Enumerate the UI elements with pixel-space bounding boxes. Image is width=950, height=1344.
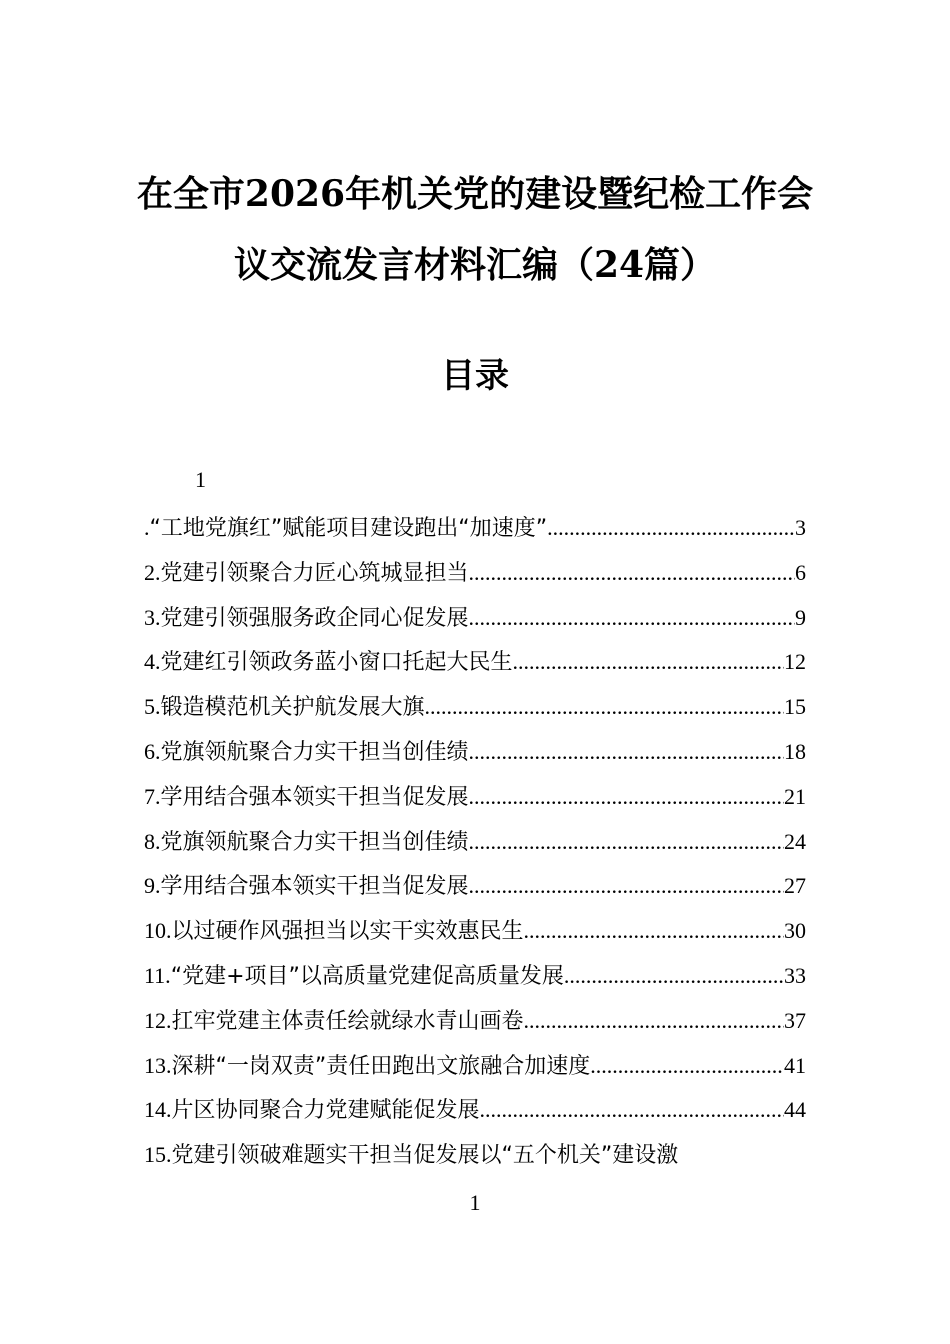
toc-entry-text: 党旗领航聚合力实干担当创佳绩: [160, 739, 469, 765]
toc-entry-leader: [480, 1097, 784, 1123]
toc-entry-leader: [524, 1008, 784, 1034]
toc-entry[interactable]: [144, 645, 806, 690]
toc-entry-text: 党旗领航聚合力实干担当创佳绩: [160, 829, 469, 855]
toc-entry-title: [144, 1004, 524, 1035]
toc-entry-number: 15.: [144, 1142, 172, 1168]
toc-entry-number: 14.: [144, 1097, 172, 1123]
toc-entry-page: 33: [784, 962, 806, 988]
toc-entry-leader: [469, 784, 784, 810]
toc-entry-title: [144, 1138, 678, 1169]
toc-entry-title: [144, 601, 469, 632]
toc-entry-page: 12: [784, 649, 806, 675]
toc-entry[interactable]: [144, 556, 806, 601]
toc-entry-text: 党建引领破难题实干担当促发展以“五个机关”建设激: [171, 1143, 679, 1169]
toc-entry-title: [144, 825, 469, 856]
toc-entry-title: [144, 511, 547, 542]
toc-entry-leader: [547, 515, 795, 541]
toc-entry[interactable]: [144, 914, 806, 959]
toc-entry-number: 10.: [144, 918, 172, 944]
toc-entry-page: 3: [795, 515, 806, 540]
toc-entry[interactable]: [144, 735, 806, 780]
toc-entry[interactable]: [144, 825, 806, 870]
toc-entry[interactable]: [144, 780, 806, 825]
toc-entry-page: 44: [784, 1097, 806, 1123]
toc-entry-leader: [524, 918, 784, 944]
toc-entry-leader: [469, 739, 784, 765]
toc-entry[interactable]: [144, 690, 806, 735]
toc-entry[interactable]: [144, 1049, 806, 1094]
toc-entry[interactable]: [144, 511, 806, 556]
toc-entry-leader: [425, 694, 784, 720]
toc-entry-page: 24: [784, 828, 806, 854]
toc-entry-text: “党建+项目”以高质量党建促高质量发展: [170, 963, 564, 989]
toc-entry[interactable]: [144, 959, 806, 1004]
toc-entry-leader: [469, 873, 784, 899]
toc-entry-number: 9.: [144, 873, 161, 899]
toc-entry[interactable]: [144, 1138, 806, 1183]
table-of-contents: [144, 511, 806, 1183]
toc-entry-page: 30: [784, 918, 806, 944]
toc-entry-text: 学用结合强本领实干担当促发展: [160, 784, 469, 810]
toc-first-item-number: 1: [195, 467, 206, 492]
page-number: 1: [469, 1190, 481, 1215]
toc-entry-page: 9: [795, 604, 806, 630]
toc-entry-number: .: [144, 515, 150, 540]
toc-entry-text: 锻造模范机关护航发展大旗: [160, 695, 425, 721]
toc-entry-number: 11.: [144, 962, 171, 988]
toc-entry-text: 党建引领强服务政企同心促发展: [160, 605, 469, 631]
toc-entry-text: 党建引领聚合力匠心筑城显担当: [160, 560, 469, 586]
toc-entry-page: 15: [784, 694, 806, 720]
toc-entry[interactable]: [144, 1004, 806, 1049]
toc-entry-title: [144, 1049, 590, 1080]
toc-entry-number: 8.: [144, 828, 161, 854]
toc-entry-page: 27: [784, 873, 806, 899]
toc-entry-text: “工地党旗红”赋能项目建设跑出“加速度”: [149, 516, 548, 541]
toc-entry-title: [144, 914, 524, 945]
toc-entry[interactable]: [144, 1093, 806, 1138]
toc-entry-number: 7.: [144, 783, 161, 809]
toc-entry-leader: [469, 829, 784, 855]
toc-entry-number: 5.: [144, 694, 161, 720]
toc-heading: 目录: [441, 356, 509, 396]
toc-entry-number: 12.: [144, 1007, 172, 1033]
toc-entry-leader: [469, 560, 795, 586]
toc-entry-page: 6: [795, 559, 806, 585]
toc-entry-text: 扛牢党建主体责任绘就绿水青山画卷: [171, 1008, 524, 1034]
toc-entry-title: [144, 780, 469, 811]
toc-entry-text: 片区协同聚合力党建赋能促发展: [171, 1098, 480, 1124]
toc-entry-title: [144, 690, 425, 721]
toc-entry-number: 3.: [144, 604, 161, 630]
toc-entry-number: 4.: [144, 649, 161, 675]
toc-entry-page: 37: [784, 1007, 806, 1033]
toc-entry-page: 41: [784, 1052, 806, 1078]
toc-entry-leader: [564, 963, 784, 989]
document-title-line-1: 在全市2026年机关党的建设暨纪检工作会: [136, 173, 814, 215]
toc-entry-title: [144, 959, 564, 990]
toc-entry-number: 6.: [144, 738, 161, 764]
toc-entry-leader: [513, 649, 784, 675]
document-title-line-2: 议交流发言材料汇编（24篇）: [233, 244, 717, 286]
toc-entry[interactable]: [144, 869, 806, 914]
toc-entry-title: [144, 735, 469, 766]
toc-entry-text: 党建红引领政务蓝小窗口托起大民生: [160, 650, 513, 676]
toc-entry-title: [144, 556, 469, 587]
toc-entry[interactable]: [144, 601, 806, 646]
toc-entry-text: 深耕“一岗双责”责任田跑出文旅融合加速度: [171, 1053, 591, 1079]
toc-entry-title: [144, 645, 513, 676]
toc-entry-leader: [590, 1053, 784, 1079]
toc-entry-page: 21: [784, 783, 806, 809]
toc-entry-number: 13.: [144, 1052, 172, 1078]
toc-entry-title: [144, 1093, 480, 1124]
toc-entry-text: 学用结合强本领实干担当促发展: [160, 874, 469, 900]
toc-entry-number: 2.: [144, 559, 161, 585]
toc-entry-title: [144, 869, 469, 900]
toc-entry-leader: [469, 605, 795, 631]
toc-entry-page: 18: [784, 738, 806, 764]
toc-entry-text: 以过硬作风强担当以实干实效惠民生: [171, 919, 524, 945]
